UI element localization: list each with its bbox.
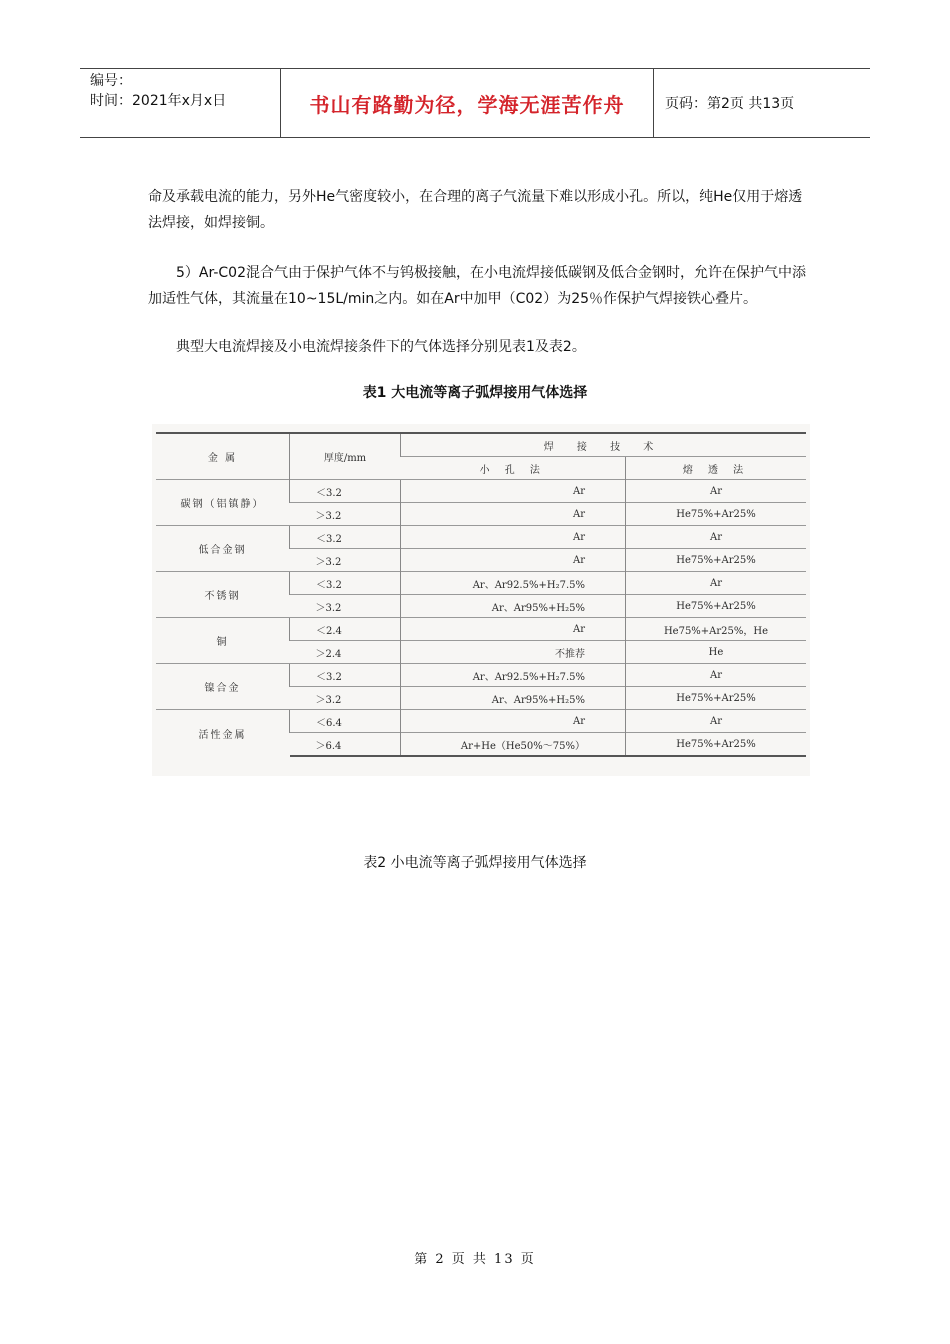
table-row — [156, 526, 806, 549]
table-row — [156, 710, 806, 733]
header-melt-in: 熔 透 法 — [626, 457, 807, 480]
metal-cell: 镍合金 — [156, 664, 290, 710]
page-header — [80, 68, 870, 138]
page-footer: 第 2 页 共 13 页 — [414, 1252, 536, 1267]
keyhole-cell: Ar、Ar92.5%+H₂7.5% — [401, 572, 626, 595]
table2-caption: 表2 小电流等离子弧焊接用气体选择 — [363, 855, 587, 871]
keyhole-cell: Ar、Ar92.5%+H₂7.5% — [401, 664, 626, 687]
keyhole-cell: Ar — [401, 526, 626, 549]
keyhole-cell: Ar、Ar95%+H₂5% — [401, 595, 626, 618]
thickness-cell: ＞6.4 — [290, 733, 401, 757]
keyhole-cell: Ar、Ar95%+H₂5% — [401, 687, 626, 710]
paragraph-table-intro: 典型大电流焊接及小电流焊接条件下的气体选择分别见表1及表2。 — [176, 339, 586, 355]
table-row — [156, 664, 806, 687]
header-page-label: 页码：第2页 共13页 — [665, 96, 795, 112]
melt-in-cell: He75%+Ar25% — [626, 503, 807, 526]
thickness-cell: ＜3.2 — [290, 526, 401, 549]
melt-in-cell: Ar — [626, 572, 807, 595]
thickness-cell: ＞3.2 — [290, 687, 401, 710]
melt-in-cell: He75%+Ar25% — [626, 733, 807, 757]
metal-cell: 活性金属 — [156, 710, 290, 757]
header-motto: 书山有路勤为径，学海无涯苦作舟 — [281, 69, 654, 137]
table-row — [156, 480, 806, 503]
melt-in-cell: Ar — [626, 664, 807, 687]
keyhole-cell: 不推荐 — [401, 641, 626, 664]
table1-caption: 表1 大电流等离子弧焊接用气体选择 — [362, 385, 588, 401]
table-row — [156, 618, 806, 641]
metal-cell: 碳钢（铝镇静） — [156, 480, 290, 526]
melt-in-cell: He75%+Ar25%，He — [626, 618, 807, 641]
keyhole-cell: Ar+He（He50%～75%） — [401, 733, 626, 757]
keyhole-cell: Ar — [401, 618, 626, 641]
melt-in-cell: He75%+Ar25% — [626, 549, 807, 572]
table-header-row — [156, 433, 806, 457]
metal-cell: 不锈钢 — [156, 572, 290, 618]
header-thickness: 厚度/mm — [290, 433, 401, 480]
melt-in-cell: He — [626, 641, 807, 664]
melt-in-cell: Ar — [626, 480, 807, 503]
thickness-cell: ＞3.2 — [290, 549, 401, 572]
melt-in-cell: Ar — [626, 526, 807, 549]
header-technique: 焊 接 技 术 — [401, 433, 807, 457]
header-meta-cell — [80, 69, 281, 137]
melt-in-cell: Ar — [626, 710, 807, 733]
keyhole-cell: Ar — [401, 503, 626, 526]
melt-in-cell: He75%+Ar25% — [626, 687, 807, 710]
document-number-label: 编号： — [90, 73, 132, 89]
keyhole-cell: Ar — [401, 549, 626, 572]
thickness-cell: ＜3.2 — [290, 572, 401, 595]
paragraph-ar-co2: 5）Ar-C02混合气由于保护气体不与钨极接触，在小电流焊接低碳钢及低合金钢时，允许在保护气中添加适性气体，其流量在10~15L/min之内。如在Ar中加甲（C02）为25％作保护气焊接铁心叠片。 — [148, 265, 806, 307]
header-keyhole: 小 孔 法 — [401, 457, 626, 480]
paragraph-he-gas: 命及承载电流的能力，另外He气密度较小，在合理的离子气流量下难以形成小孔。所以，纯He仅用于熔透法焊接，如焊接铜。 — [148, 189, 803, 231]
thickness-cell: ＞3.2 — [290, 595, 401, 618]
thickness-cell: ＞3.2 — [290, 503, 401, 526]
thickness-cell: ＜6.4 — [290, 710, 401, 733]
keyhole-cell: Ar — [401, 480, 626, 503]
thickness-cell: ＜2.4 — [290, 618, 401, 641]
table1-image — [152, 424, 810, 776]
document-date-label: 时间：2021年x月x日 — [90, 93, 227, 109]
thickness-cell: ＞2.4 — [290, 641, 401, 664]
keyhole-cell: Ar — [401, 710, 626, 733]
melt-in-cell: He75%+Ar25% — [626, 595, 807, 618]
table-row — [156, 572, 806, 595]
thickness-cell: ＜3.2 — [290, 480, 401, 503]
metal-cell: 低合金钢 — [156, 526, 290, 572]
header-metal: 金 属 — [156, 433, 290, 480]
metal-cell: 铜 — [156, 618, 290, 664]
gas-selection-table — [156, 432, 806, 757]
thickness-cell: ＜3.2 — [290, 664, 401, 687]
